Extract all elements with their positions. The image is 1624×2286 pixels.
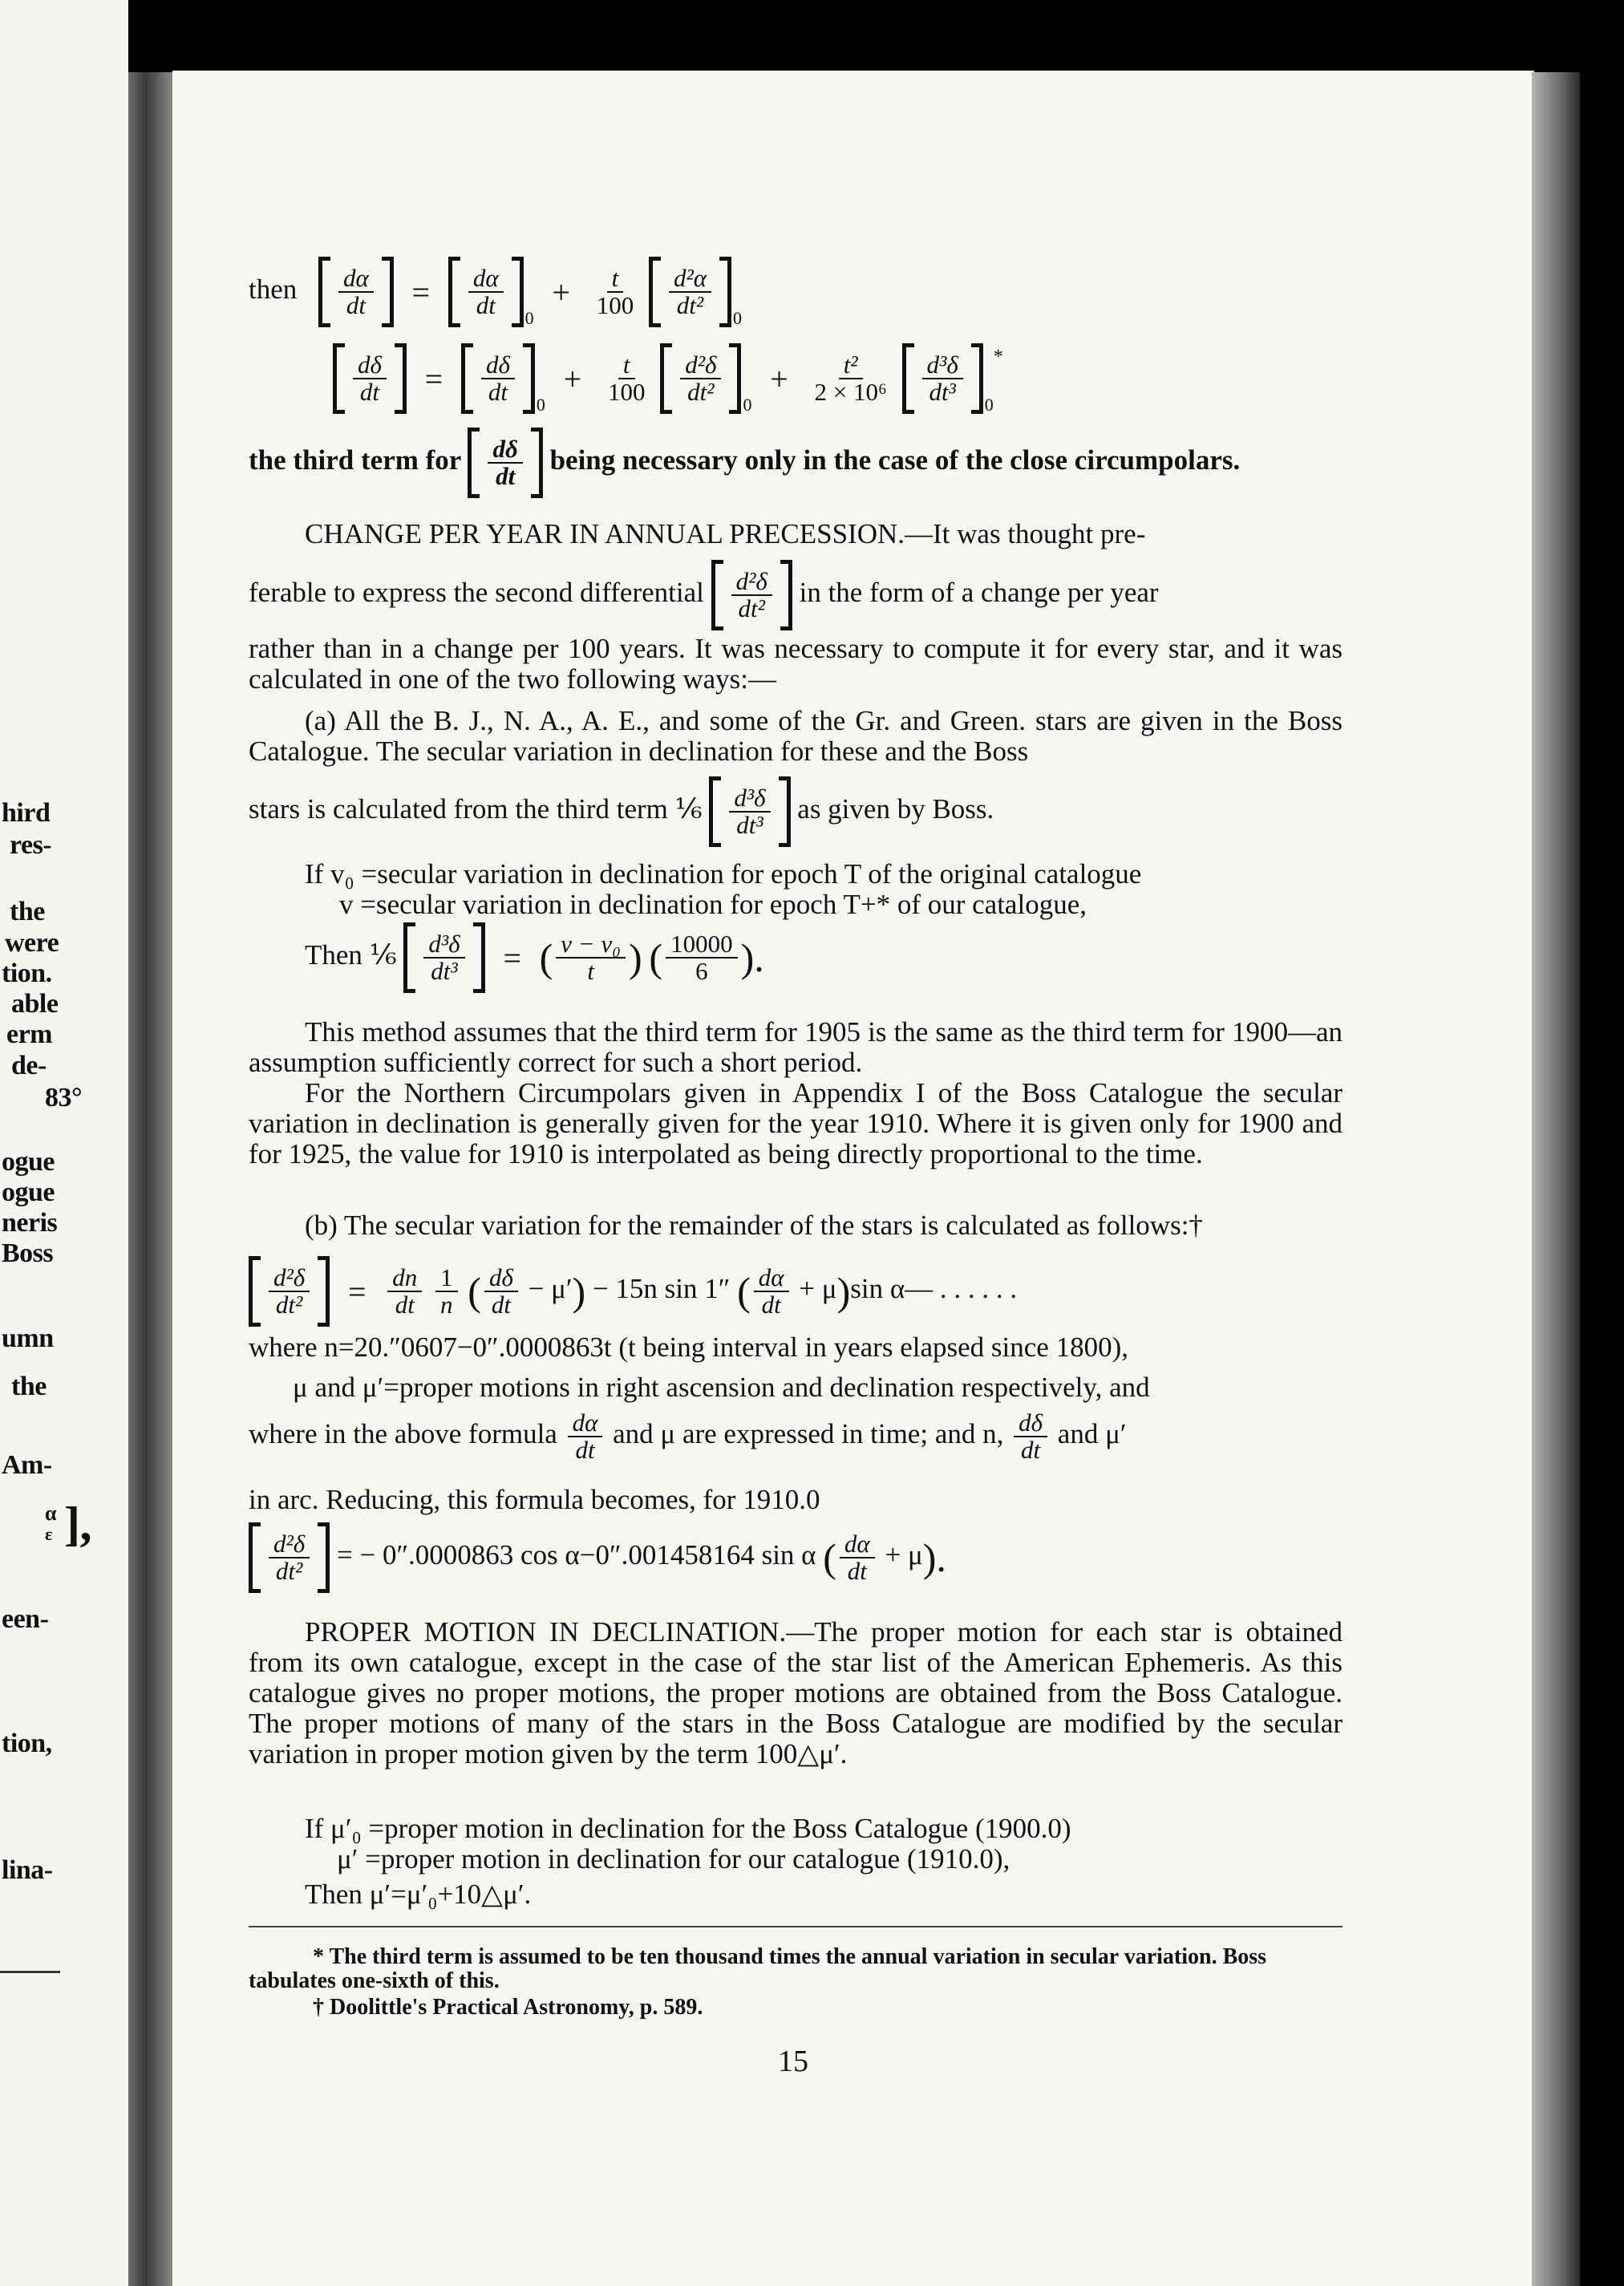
page-edge — [1532, 72, 1580, 2286]
left-fragment: were — [5, 928, 59, 958]
fraction: $\frac{\text{t²}}{\text{2 × 10⁶}}$ — [814, 351, 887, 406]
definition-line: If μ′₀ =proper motion in declination for the Boss Catalogue (1900.0) — [305, 1813, 1071, 1844]
page — [172, 71, 1534, 2286]
fraction: $\frac{d\delta}{dt}$ — [481, 352, 515, 405]
left-fragment: able — [11, 989, 59, 1019]
fraction: $\frac{d\alpha}{dt}$ — [840, 1531, 875, 1584]
paragraph-proper-motion: PROPER MOTION IN DECLINATION.—The proper motion for each star is obtained from its own catalogue, except in the case of the star list of the American Ephemeris. As this catalogue gives no proper motions, the proper motions are obtained from the Boss Catalogue. The proper motions of many of the stars in the Boss Catalogue are modified by the secular variation in proper motion given by the term 100△μ′. — [249, 1616, 1343, 1769]
footnote-mark: * — [993, 347, 1003, 368]
third-term-line: the third term for $\frac{d\delta}{dt}$ being necessary only in the case of the close circumpolars. — [249, 428, 1240, 498]
fraction: $\frac{\text{v − v₀}}{t}$ — [556, 931, 626, 984]
reducing-line: in arc. Reducing, this formula becomes, for 1910.0 — [249, 1484, 820, 1515]
fraction: $\frac{\text{d²δ}}{\text{dt²}}$ — [269, 1531, 310, 1584]
left-fragment: ε — [45, 1524, 52, 1544]
bracket — [461, 343, 535, 414]
bracket — [249, 1522, 330, 1593]
left-fragment: ogue — [2, 1147, 55, 1177]
bracket — [249, 1256, 330, 1327]
footnote-2: † Doolittle's Practical Astronomy, p. 589. — [313, 1995, 703, 2020]
left-fragment: lina- — [2, 1855, 53, 1885]
left-fragment: ogue — [2, 1177, 55, 1207]
fraction: $\frac{d\alpha}{dt}$ — [568, 1410, 603, 1463]
left-fragment: Boss — [2, 1238, 54, 1268]
where-line: where n=20.″0607−0″.0000863t (t being interval in years elapsed since 1800), — [249, 1331, 1128, 1363]
left-fragment: umn — [2, 1323, 54, 1353]
left-fragment: hird — [2, 798, 51, 828]
fraction: $\frac{\text{d³δ}}{\text{dt³}}$ — [922, 352, 963, 405]
left-fragment: neris — [2, 1208, 58, 1238]
fraction: $\frac{10000}{6}$ — [666, 931, 738, 984]
left-fragment: erm — [6, 1019, 53, 1049]
section-heading-change: CHANGE PER YEAR IN ANNUAL PRECESSION.—It was thought pre- — [305, 518, 1146, 549]
left-fragment: ], — [64, 1498, 91, 1550]
fraction: $\frac{\text{d²δ}}{\text{dt²}}$ — [731, 569, 772, 622]
bracket — [468, 428, 542, 498]
fraction: $\frac{d\alpha}{dt}$ — [754, 1265, 789, 1318]
fraction: $\frac{\text{d³δ}}{\text{dt³}}$ — [423, 931, 464, 984]
left-fragment: de- — [11, 1051, 47, 1080]
fraction: $\frac{d\alpha}{dt}$ — [338, 265, 374, 318]
paragraph-a: (a) All the B. J., N. A., A. E., and some of the Gr. and Green. stars are given in the Boss Catalogue. The secular variation in declination for these and the Boss — [249, 705, 1343, 767]
bracket — [403, 922, 484, 993]
bracket — [448, 257, 524, 327]
page-number: 15 — [778, 2045, 808, 2078]
bracket — [649, 257, 731, 327]
third-term-boss-line: stars is calculated from the third term ⅙ $\frac{\text{d³δ}}{\text{dt³}}$ as given by Boss. — [249, 776, 994, 847]
left-rule — [0, 1971, 60, 1973]
bracket — [333, 343, 407, 414]
bracket — [660, 343, 741, 414]
equation-third-term: Then ⅙ $\frac{\text{d³δ}}{\text{dt³}}$ = ( $\frac{\text{v − v₀}}{t}$ ) ( $\frac{10000}{6}$ ). — [305, 922, 764, 993]
footnote-rule — [249, 1926, 1343, 1927]
left-fragment: the — [10, 897, 45, 926]
fraction: $\frac{d\delta}{dt}$ — [484, 1265, 518, 1318]
definition-line: v =secular variation in declination for epoch T+* of our catalogue, — [339, 889, 1087, 920]
left-fragment: tion. — [2, 959, 52, 988]
fraction: $\frac{\text{d²δ}}{\text{dt²}}$ — [269, 1265, 310, 1318]
fraction: $\frac{\text{d²α}}{\text{dt²}}$ — [669, 265, 711, 318]
left-fragment: een- — [2, 1604, 49, 1634]
fraction: $\frac{t}{100}$ — [596, 264, 634, 319]
definition-line: If v₀ =secular variation in declination for epoch T of the original catalogue — [305, 858, 1142, 890]
fraction: $\frac{d\delta}{dt}$ — [1014, 1410, 1047, 1463]
fraction: $\frac{t}{100}$ — [607, 351, 646, 406]
fraction: $\frac{dn}{dt}$ — [387, 1265, 422, 1318]
fraction: $\frac{\text{d³δ}}{\text{dt³}}$ — [729, 785, 770, 838]
book-gutter — [128, 72, 172, 2286]
equation-dalpha: then $\frac{d\alpha}{dt}$ = $\frac{d\alpha}{dt}$ $_0$ + $\frac{t}{100}$ $\frac{\text{d²α}}{\text{dt²}}$ $_0$ — [249, 257, 742, 329]
fraction: $\frac{d\alpha}{dt}$ — [468, 265, 504, 318]
left-fragment: Am- — [2, 1450, 52, 1480]
reduced-formula: $\frac{\text{d²δ}}{\text{dt²}}$ = − 0″.0000863 cos α−0″.001458164 sin α ( $\frac{d\alpha}{dt}$ + μ). — [249, 1522, 946, 1593]
secular-variation-formula: $\frac{\text{d²δ}}{\text{dt²}}$ = $\frac{dn}{dt}$ $\frac{1}{n}$ ( $\frac{d\delta}{dt}$ − μ′) − 15n sin 1″ ( $\frac{d\alpha}{dt}$ + μ)sin α— . . . . . . — [249, 1256, 1017, 1327]
section-title: CHANGE PER YEAR IN ANNUAL PRECESSION. — [305, 518, 905, 549]
bracket — [709, 776, 790, 847]
fraction: $\frac{d\delta}{dt}$ — [488, 436, 522, 489]
equation-ddelta: $\frac{d\delta}{dt}$ = $\frac{d\delta}{dt}$ $_0$ + $\frac{t}{100}$ $\frac{\text{d²δ}}{\text{dt²}}$ $_0$ + $\frac{\text{t²}}{\text{2 × 10⁶}}$ $\frac{\text{d³δ}}{\text{dt³}}$ $_0$* — [333, 343, 1003, 415]
definition-line: μ′ =proper motion in declination for our catalogue (1910.0), — [337, 1843, 1010, 1875]
bracket — [902, 343, 983, 414]
fraction: $\frac{\text{d²δ}}{\text{dt²}}$ — [680, 352, 721, 405]
left-fragment: 83° — [45, 1083, 83, 1113]
fraction: $\frac{d\delta}{dt}$ — [353, 352, 387, 405]
paragraph: This method assumes that the third term for 1905 is the same as the third term for 1900—an assumption sufficiently correct for such a short period. For the Northern Circumpolars given in Appendix I of the Boss Catalogue the secular variation in declination is generally given for the year 1910. Where it is given only for 1900 and for 1925, the value for 1910 is interpolated as being directly proportional to the time. — [249, 1016, 1343, 1169]
differential-line: ferable to express the second differential $\frac{\text{d²δ}}{\text{dt²}}$ in the form of a change per year — [249, 560, 1159, 630]
left-fragment: the — [11, 1372, 47, 1401]
bracket — [318, 257, 394, 327]
paragraph-b-heading: (b) The secular variation for the remainder of the stars is calculated as follows:† — [305, 1210, 1203, 1241]
then-label: then — [249, 274, 298, 306]
left-fragment: α — [45, 1502, 57, 1525]
left-fragment: tion, — [2, 1729, 52, 1758]
footnote-1: * The third term is assumed to be ten thousand times the annual variation in secular variation. Boss tabulates one-sixth of this. — [249, 1944, 1267, 1993]
left-fragment: res- — [10, 830, 52, 860]
section-title: PROPER MOTION IN DECLINATION. — [305, 1616, 787, 1648]
where-formula-line: where in the above formula $\frac{d\alpha}{dt}$ and μ are expressed in time; and n, $\frac{d\delta}{dt}$ and μ′ — [249, 1408, 1127, 1464]
left-page-fragment — [0, 0, 128, 2286]
bracket — [711, 560, 792, 630]
mu-definition: μ and μ′=proper motions in right ascension and declination respectively, and — [293, 1372, 1150, 1403]
paragraph: rather than in a change per 100 years. It was necessary to compute it for every star, and it was calculated in one of the two following ways:— — [249, 633, 1343, 695]
result-line: Then μ′=μ′₀+10△μ′. — [305, 1879, 532, 1910]
fraction: $\frac{1}{n}$ — [435, 1265, 458, 1318]
